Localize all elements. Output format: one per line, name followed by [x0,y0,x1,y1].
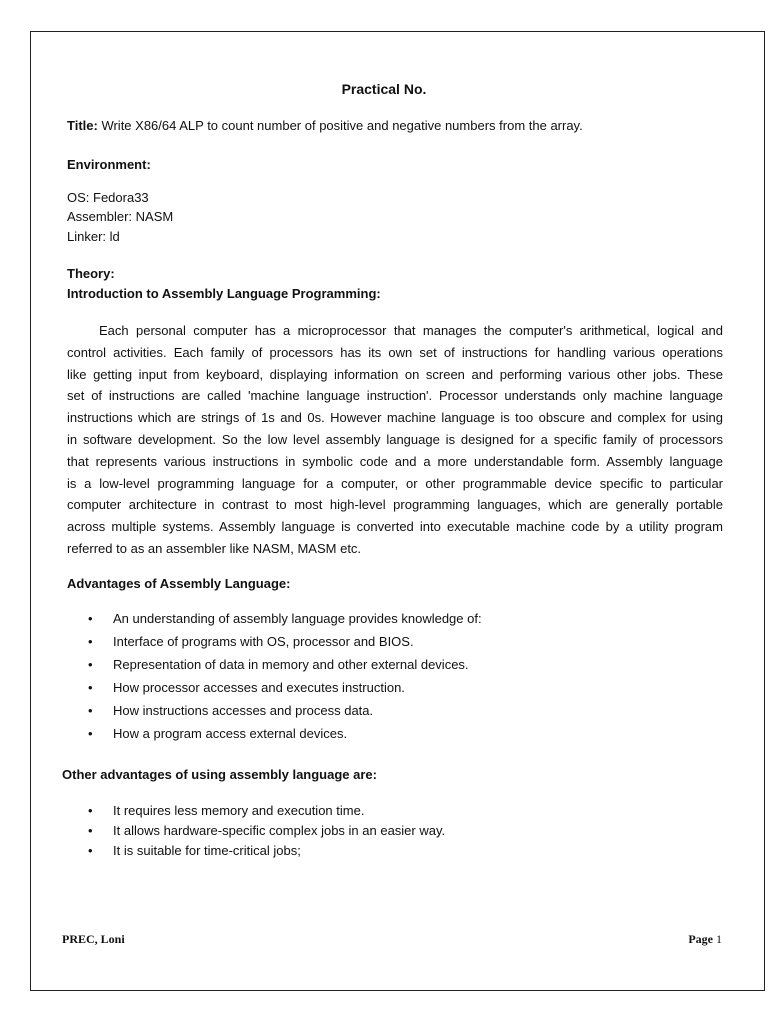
bullet-icon: • [88,611,93,626]
list-item-text: How a program access external devices. [113,726,348,741]
page-number: 1 [716,932,722,946]
theory-heading: Theory: [67,266,115,281]
bullet-icon: • [88,703,93,718]
list-item [88,676,482,699]
other-advantages-heading: Other advantages of using assembly language are: [62,767,377,782]
list-item [88,699,482,722]
bullet-icon: • [88,657,93,672]
paragraph-line: set of instructions are called 'machine language instruction'. Processor understands only machine language [67,388,723,404]
bullet-icon: • [88,803,93,818]
list-item [88,630,482,653]
list-item [88,607,482,630]
list-item-text: How instructions accesses and process data. [113,703,374,718]
bullet-icon: • [88,726,93,741]
list-item [88,821,445,841]
environment-os: OS: Fedora33 [67,190,149,205]
paragraph-line: in software development. So the low level assembly language is designed for a specific family of processors [67,431,723,447]
intro-paragraph [67,320,723,560]
bullet-icon: • [88,680,93,695]
list-item-text: Representation of data in memory and other external devices. [113,657,469,672]
title-line [67,118,583,134]
paragraph-line: computer architecture in contrast to most high-level programming languages, which are generally portable [67,497,723,513]
paragraph-line: referred to as an assembler like NASM, MASM etc. [67,540,362,556]
environment-heading: Environment: [67,157,151,172]
list-item [88,722,482,745]
paragraph-line: Each personal computer has a microprocessor that manages the computer's arithmetical, logical and [99,323,723,338]
environment-linker: Linker: ld [67,229,120,244]
advantages-heading: Advantages of Assembly Language: [67,576,291,591]
intro-heading: Introduction to Assembly Language Programming: [67,286,381,301]
list-item-text: An understanding of assembly language provides knowledge of: [113,611,482,626]
paragraph-line: is a low-level programming language for a computer, or other programmable device specific to particular [67,475,723,491]
list-item [88,841,445,861]
list-item-text: It is suitable for time-critical jobs; [113,843,301,858]
list-item-text: How processor accesses and executes instruction. [113,680,405,695]
bullet-icon: • [88,634,93,649]
advantages-list [88,607,482,745]
list-item [88,801,445,821]
page-heading: Practical No. [341,81,427,97]
environment-assembler: Assembler: NASM [67,209,174,224]
list-item [88,653,482,676]
paragraph-line: instructions which are strings of 1s and 0s. However machine language is too obscure and complex for using [67,410,723,426]
paragraph-line: that represents various instructions in symbolic code and a more understandable form. Assembly language [67,453,723,469]
title-label: Title: [67,118,98,133]
list-item-text: It requires less memory and execution time. [113,803,365,818]
footer-institution: PREC, Loni [62,932,125,946]
paragraph-line: like getting input from keyboard, displaying information on screen and performing various other jobs. These [67,366,723,382]
paragraph-line: control activities. Each family of processors has its own set of instructions for handling various operations [67,344,723,360]
footer-page [688,932,722,946]
paragraph-line: across multiple systems. Assembly language is converted into executable machine code by a utility program [67,519,723,535]
page-label: Page [688,932,713,946]
bullet-icon: • [88,843,93,858]
list-item-text: It allows hardware-specific complex jobs in an easier way. [113,823,446,838]
bullet-icon: • [88,823,93,838]
title-text: Write X86/64 ALP to count number of positive and negative numbers from the array. [97,118,583,133]
other-advantages-list [88,801,445,861]
list-item-text: Interface of programs with OS, processor and BIOS. [113,634,414,649]
